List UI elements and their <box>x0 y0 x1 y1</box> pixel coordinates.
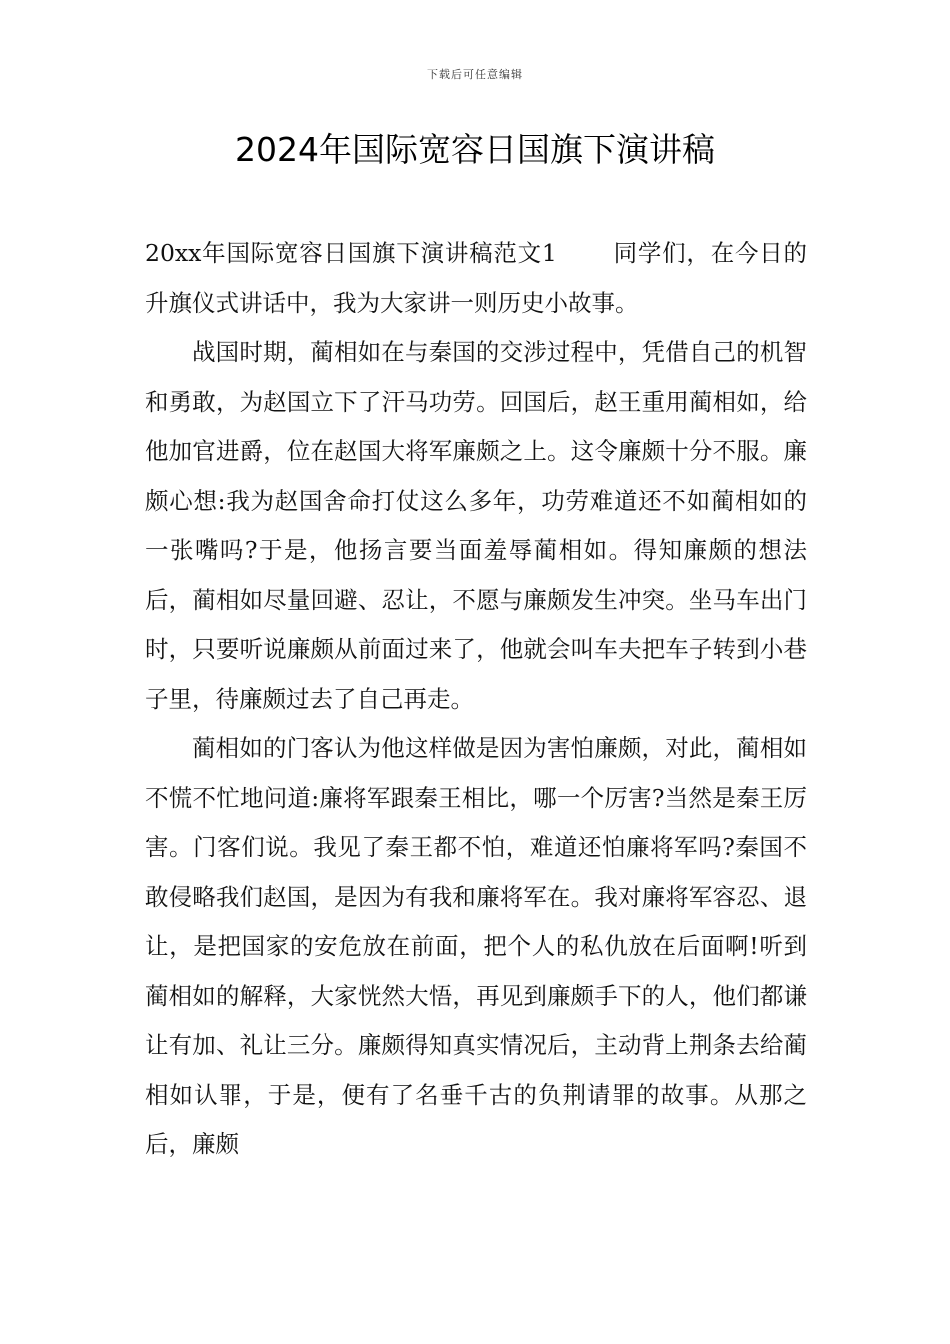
paragraph: 蔺相如的门客认为他这样做是因为害怕廉颇，对此，蔺相如不慌不忙地问道:廉将军跟秦王相比，哪一个厉害?当然是秦王厉害。门客们说。我见了秦王都不怕，难道还怕廉将军吗?秦国不敢侵略我们赵国，是因为有我和廉将军在。我对廉将军容忍、退让，是把国家的安危放在前面，把个人的私仇放在后面啊!听到蔺相如的解释，大家恍然大悟，再见到廉颇手下的人，他们都谦让有加、礼让三分。廉颇得知真实情况后，主动背上荆条去给蔺相如认罪，于是，便有了名垂千古的负荆请罪的故事。从那之后，廉颇 <box>145 734 807 1158</box>
header-note: 下载后可任意编辑 <box>427 68 523 81</box>
subtitle-prefix: 20xx年国际宽容日国旗下演讲稿范文1 <box>145 239 557 267</box>
paragraph-text: 同学们，在今日的升旗仪式讲话中，我为大家讲一则历史小故事。 <box>145 239 807 317</box>
document-body <box>145 229 807 1170</box>
paragraph-intro <box>145 229 807 328</box>
paragraph: 战国时期，蔺相如在与秦国的交涉过程中，凭借自己的机智和勇敢，为赵国立下了汗马功劳。回国后，赵王重用蔺相如，给他加官进爵，位在赵国大将军廉颇之上。这令廉颇十分不服。廉颇心想:我为赵国舍命打仗这么多年，功劳难道还不如蔺相如的一张嘴吗?于是，他扬言要当面羞辱蔺相如。得知廉颇的想法后，蔺相如尽量回避、忍让，不愿与廉颇发生冲突。坐马车出门时，只要听说廉颇从前面过来了，他就会叫车夫把车子转到小巷子里，待廉颇过去了自己再走。 <box>145 338 807 713</box>
document-title: 2024年国际宽容日国旗下演讲稿 <box>235 130 715 169</box>
